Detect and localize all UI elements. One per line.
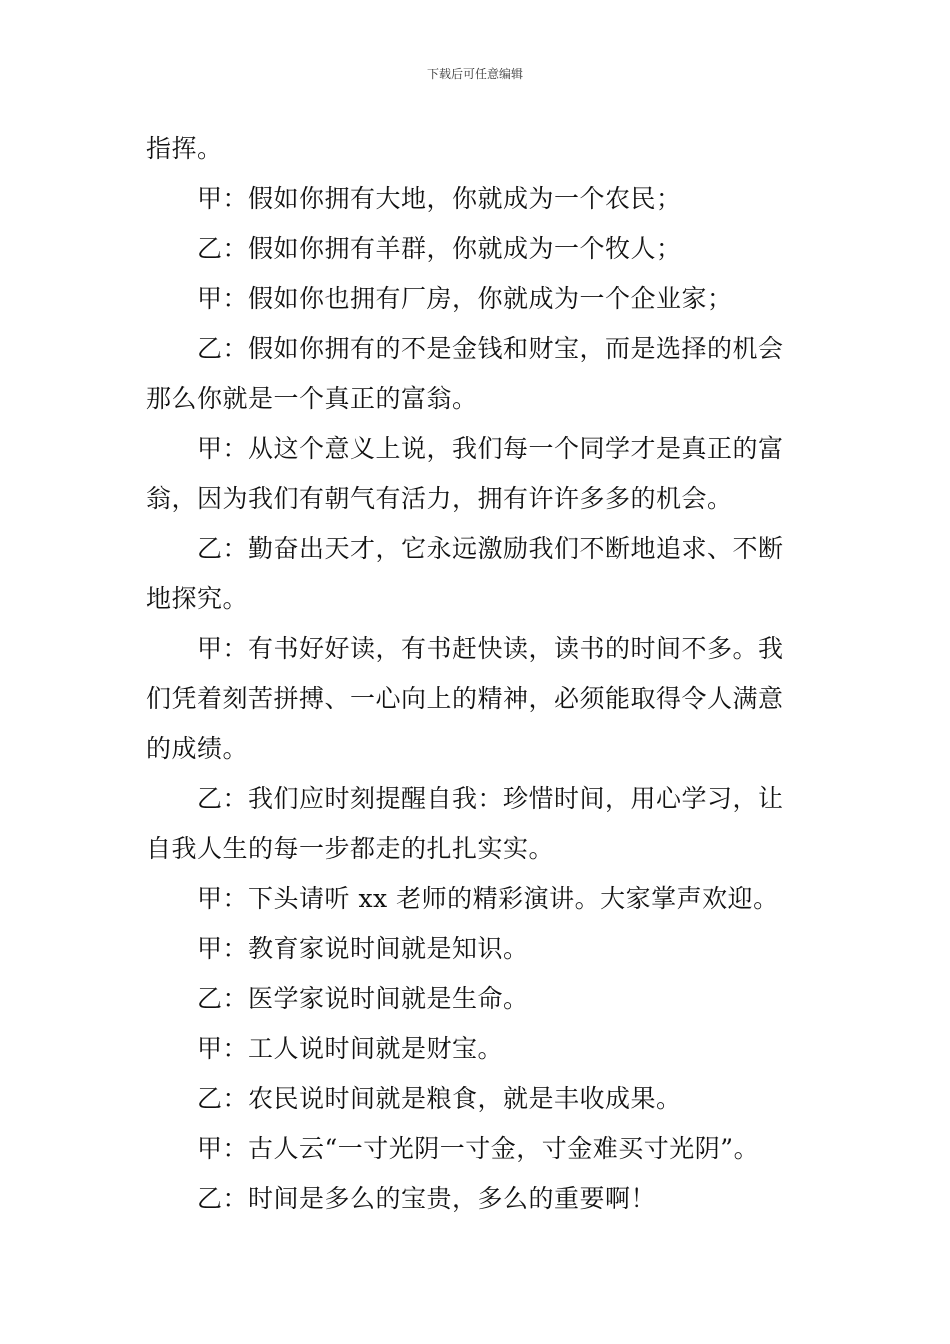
paragraph: 甲：古人云“一寸光阴一寸金，寸金难买寸光阴”。 <box>197 1134 760 1163</box>
paragraph: 乙：假如你拥有羊群，你就成为一个牧人； <box>197 234 682 263</box>
paragraph: 甲：下头请听 xx 老师的精彩演讲。大家掌声欢迎。 <box>197 884 779 913</box>
paragraph: 乙：农民说时间就是粮食，就是丰收成果。 <box>197 1084 682 1113</box>
paragraph: 乙：我们应时刻提醒自我：珍惜时间，用心学习，让自我人生的每一步都走的扎扎实实。 <box>146 784 784 863</box>
document-body <box>146 124 808 1224</box>
paragraph: 乙：假如你拥有的不是金钱和财宝，而是选择的机会那么你就是一个真正的富翁。 <box>146 334 784 413</box>
page-header: 下载后可任意编辑 <box>426 67 523 81</box>
paragraph: 乙：医学家说时间就是生命。 <box>197 984 529 1013</box>
paragraph: 甲：假如你也拥有厂房，你就成为一个企业家； <box>197 284 733 313</box>
paragraph: 乙：时间是多么的宝贵，多么的重要啊！ <box>197 1184 657 1213</box>
paragraph: 甲：工人说时间就是财宝。 <box>197 1034 504 1063</box>
paragraph: 甲：教育家说时间就是知识。 <box>197 934 529 963</box>
paragraph: 乙：勤奋出天才，它永远激励我们不断地追求、不断地探究。 <box>146 534 784 613</box>
paragraph: 指挥。 <box>146 134 223 163</box>
paragraph: 甲：假如你拥有大地，你就成为一个农民； <box>197 184 682 213</box>
paragraph: 甲：从这个意义上说，我们每一个同学才是真正的富翁，因为我们有朝气有活力，拥有许许多多的机会。 <box>146 434 784 513</box>
paragraph: 甲：有书好好读，有书赶快读，读书的时间不多。我们凭着刻苦拼搏、一心向上的精神，必须能取得令人满意的成绩。 <box>146 634 784 763</box>
